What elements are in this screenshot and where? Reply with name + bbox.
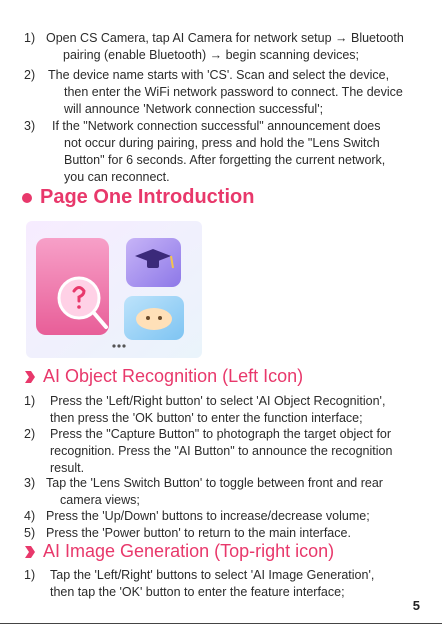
item-text-line: Press the 'Up/Down' buttons to increase/decrease volume; (46, 509, 370, 523)
item-number: 4) (24, 509, 36, 523)
item-text-line: then tap the 'OK' button to enter the feature interface; (50, 585, 345, 599)
item-text-line: Button" for 6 seconds. After forgetting the current network, (64, 153, 386, 167)
chevron-right-icon (24, 370, 36, 384)
item-text-line: then press the 'OK button' to enter the function interface; (50, 411, 363, 425)
section-ai-object-title: AI Object Recognition (Left Icon) (43, 366, 304, 386)
page-number: 5 (412, 598, 420, 613)
section-ai-object-heading (24, 366, 303, 387)
item-text-line: you can reconnect. (64, 170, 170, 184)
item-text-line: Press the 'Left/Right button' to select 'AI Object Recognition', (50, 394, 386, 408)
item-text-line: The device name starts with 'CS'. Scan and select the device, (48, 68, 390, 82)
section-ai-image-heading (24, 541, 334, 562)
item-text-line: then enter the WiFi network password to connect. The device (64, 85, 403, 99)
item-number: 3) (24, 119, 36, 133)
item-number: 1) (24, 31, 36, 45)
item-text-line: Tap the 'Lens Switch Button' to toggle between front and rear (46, 476, 383, 490)
bottom-divider (0, 623, 442, 624)
item-number: 3) (24, 476, 36, 490)
item-text-line: will announce 'Network connection successful'; (64, 102, 324, 116)
item-number: 2) (24, 427, 36, 441)
item-text-line: result. (50, 461, 85, 475)
section-ai-image-title: AI Image Generation (Top-right icon) (43, 541, 335, 561)
item-text-line: not occur during pairing, press and hold the "Lens Switch (64, 136, 380, 150)
bullet-dot-icon (22, 193, 32, 203)
item-number: 5) (24, 526, 36, 540)
item-text-line: recognition. Press the "AI Button" to announce the recognition (50, 444, 393, 458)
item-number: 1) (24, 568, 36, 582)
item-text-line: camera views; (60, 493, 140, 507)
item-number: 2) (24, 68, 36, 82)
app-screen-illustration (26, 221, 202, 358)
chevron-right-icon (24, 545, 36, 559)
item-text-line: Tap the 'Left/Right' buttons to select 'AI Image Generation', (50, 568, 375, 582)
item-number: 1) (24, 394, 36, 408)
item-text-line: Press the "Capture Button" to photograph the target object for (50, 427, 392, 441)
page-intro-heading (22, 186, 254, 209)
page-intro-title: Page One Introduction (40, 186, 255, 208)
item-text-line: pairing (enable Bluetooth) → begin scanning devices; (63, 48, 360, 62)
item-text-line: If the "Network connection successful" announcement does (52, 119, 381, 133)
item-text-line: Open CS Camera, tap AI Camera for network setup → Bluetooth (46, 31, 404, 45)
item-text-line: Press the 'Power button' to return to the main interface. (46, 526, 351, 540)
